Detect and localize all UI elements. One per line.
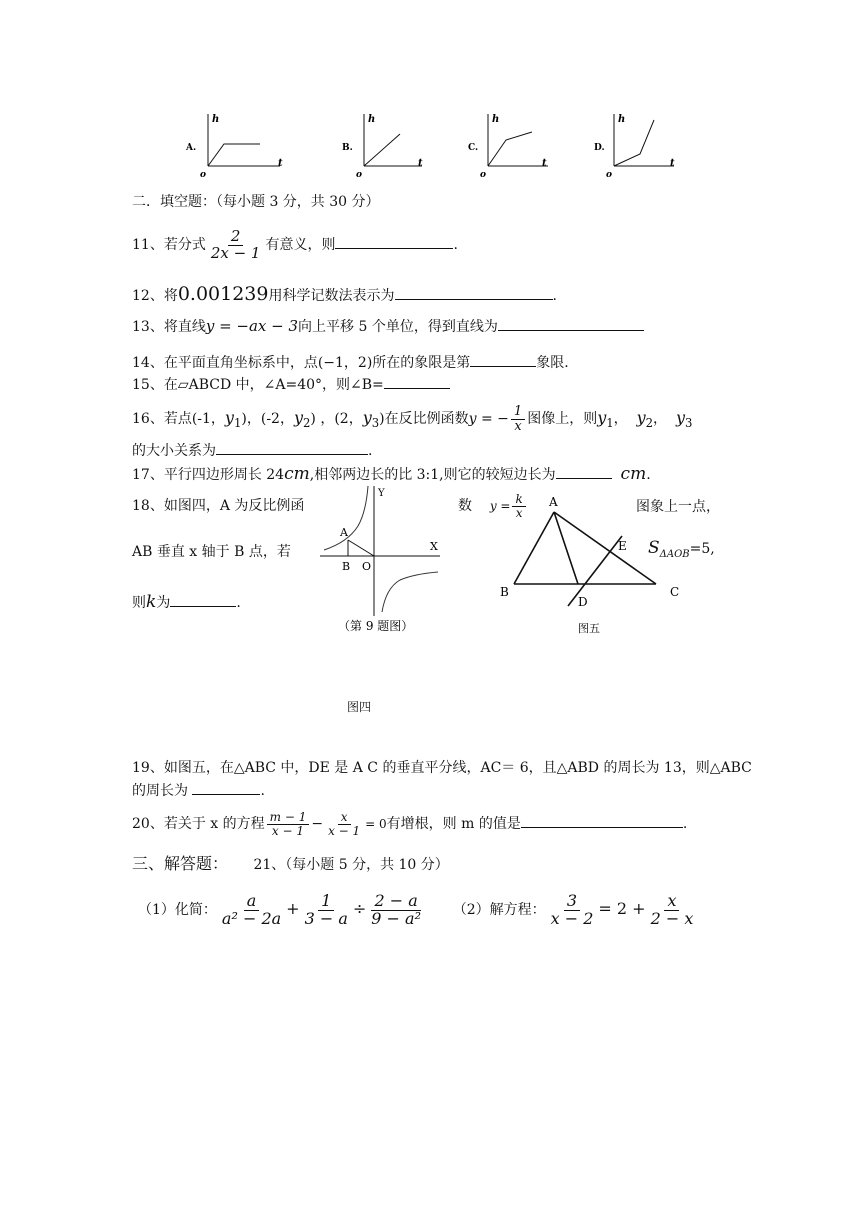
question-16-line2: 的大小关系为 . [132, 440, 372, 461]
section-2-heading: 二．填空题：（每小题 3 分，共 30 分） [132, 194, 380, 210]
svg-text:o: o [480, 170, 487, 180]
svg-text:h: h [368, 114, 376, 125]
question-21: （1）化简： $\frac{a}{\text{a² − 2a}}$ + $\frac{1}{3 - a}$ ÷ $\frac{2 - a}{\text{9 − a²}}$ （2）解方程： $\frac{3}{x - 2}$ = 2 + $\frac{x}{2 - x}$ [138, 890, 694, 928]
question-18-function: 数 y = $\frac{k}{x}$ [458, 488, 528, 524]
question-16: 16、若点(-1，$y_1$)，(-2，$y_2$) ，(2，$y_3$)在反比例函数y = − $\frac{1}{x}$ 图像上，则$y_1$， $y_2$， $y_3$ [132, 403, 693, 434]
question-18-line2: AB 垂直 x 轴于 B 点，若 [132, 544, 291, 560]
answer-blank-20 [521, 813, 683, 828]
answer-blank-17 [556, 464, 612, 479]
fig5-point-b: B [500, 585, 509, 599]
svg-text:h: h [212, 114, 220, 125]
fig4-point-o: O [362, 560, 372, 573]
figure-4 [318, 484, 450, 640]
answer-blank-13 [498, 316, 644, 331]
answer-blank-18 [170, 592, 236, 607]
svg-text:o: o [200, 170, 207, 180]
graph-a [185, 114, 283, 180]
fig4-point-a: A [340, 526, 348, 539]
question-15: 15、在▱ABCD 中，∠A=40°，则∠B= [132, 374, 450, 395]
svg-text:o: o [606, 170, 613, 180]
answer-blank-12 [395, 285, 553, 300]
fig4-axis-x: X [430, 540, 438, 553]
svg-text:h: h [618, 114, 626, 125]
svg-text:C.: C. [468, 143, 479, 153]
figure-5 [494, 494, 694, 644]
fig5-caption: 图五 [578, 622, 600, 635]
question-19: 19、如图五，在△ABC 中，DE 是 A C 的垂直平分线，AC＝ 6，且△ABD 的周长为 13，则△ABC [132, 760, 752, 776]
section-3-heading: 三、解答题： 21、（每小题 5 分，共 10 分） [132, 854, 449, 873]
graph-d [594, 114, 675, 180]
svg-text:o: o [356, 170, 363, 180]
fig4-point-b: B [342, 560, 351, 573]
question-18-line3: 则k为 . [132, 592, 241, 612]
svg-text:t: t [542, 158, 547, 169]
svg-text:D.: D. [594, 143, 605, 153]
svg-text:h: h [492, 114, 500, 125]
fig5-point-e: E [618, 539, 627, 553]
fig4-label: 图四 [347, 700, 372, 714]
question-18-tail: 图象上一点， [636, 499, 720, 515]
fig5-point-c: C [670, 585, 680, 599]
question-14: 14、在平面直角坐标系中，点(−1，2)所在的象限是第 象限. [132, 352, 569, 373]
fig5-point-d: D [578, 595, 588, 609]
answer-blank-15 [384, 374, 450, 389]
fig5-point-a: A [549, 495, 558, 509]
answer-blank-16 [216, 440, 368, 455]
question-17: 17、平行四边形周长 24cm,相邻两边长的比 3:1,则它的较短边长为 cm. [132, 464, 651, 484]
option-graphs [180, 110, 700, 180]
answer-blank-19 [192, 780, 260, 795]
fig4-caption: （第 9 题图） [338, 619, 414, 633]
question-11: 11、若分式 $\frac{2}{2x - 1}$ 有意义，则 . [132, 226, 458, 262]
svg-text:t: t [418, 158, 423, 169]
question-18-line1: 18、如图四，A 为反比例函 [132, 498, 305, 514]
fig4-axis-y: Y [378, 488, 385, 499]
question-13: 13、将直线y = −ax − 3向上平移 5 个单位，得到直线为 [132, 316, 644, 337]
answer-blank-11 [335, 234, 453, 249]
graph-b [342, 114, 423, 180]
graph-a-letter: A. [186, 143, 197, 153]
svg-text:B.: B. [342, 143, 353, 153]
question-19-line2: 的周长为 . [132, 780, 265, 801]
svg-text:t: t [278, 158, 283, 169]
question-18-area: $S_{\Delta AOB}=5$, [648, 538, 715, 560]
svg-text:t: t [670, 158, 675, 169]
answer-blank-14 [470, 352, 536, 367]
question-12: 12、将0.001239用科学记数法表示为 . [132, 283, 557, 305]
graph-c [468, 114, 548, 180]
question-20: 20、若关于 x 的方程 $\frac{m - 1}{x - 1}$ − $\frac{x}{x - 1}$ = 0有增根，则 m 的值是 . [132, 809, 688, 838]
